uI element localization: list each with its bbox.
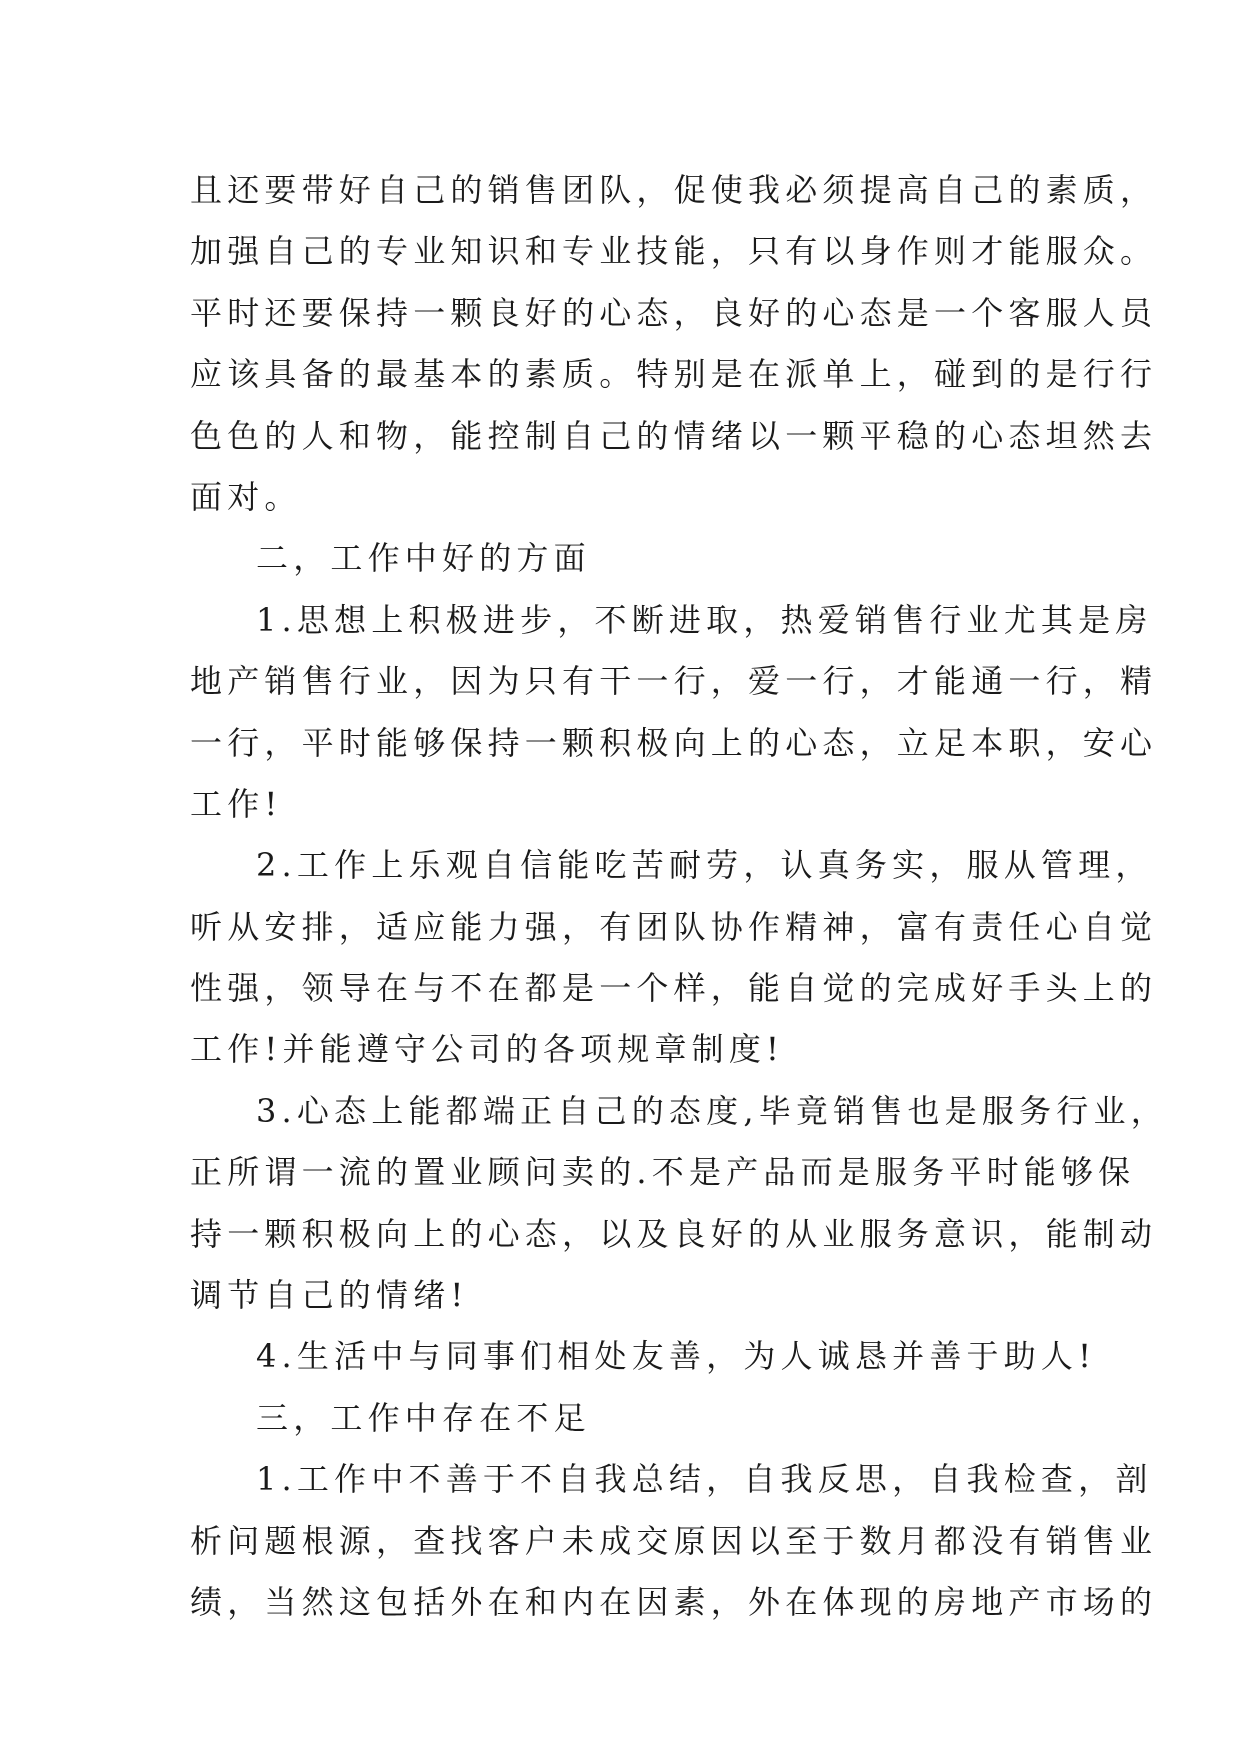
- text-line: 1.思想上积极进步，不断进取，热爱销售行业尤其是房: [256, 600, 1153, 639]
- text-line: 1.工作中不善于不自我总结，自我反思，自我检查，剖: [256, 1460, 1153, 1499]
- text-line: 平时还要保持一颗良好的心态，良好的心态是一个客服人员: [190, 293, 1158, 332]
- section-heading: 三，工作中存在不足: [256, 1398, 591, 1437]
- text-line: 应该具备的最基本的素质。特别是在派单上，碰到的是行行: [190, 355, 1158, 394]
- text-line: 析问题根源，查找客户未成交原因以至于数月都没有销售业: [190, 1521, 1158, 1560]
- text-line: 持一颗积极向上的心态，以及良好的从业服务意识，能制动: [190, 1214, 1158, 1253]
- text-line: 3.心态上能都端正自己的态度,毕竟销售也是服务行业，: [256, 1091, 1168, 1130]
- section-heading: 二，工作中好的方面: [256, 539, 591, 578]
- text-line: 2.工作上乐观自信能吃苦耐劳，认真务实，服从管理，: [256, 846, 1153, 885]
- text-line: 加强自己的专业知识和专业技能，只有以身作则才能服众。: [190, 232, 1158, 271]
- text-line: 工作!并能遵守公司的各项规章制度!: [190, 1030, 785, 1069]
- text-line: 地产销售行业，因为只有干一行，爱一行，才能通一行，精: [190, 662, 1158, 701]
- text-line: 性强，领导在与不在都是一个样，能自觉的完成好手头上的: [190, 969, 1158, 1008]
- text-line: 色色的人和物，能控制自己的情绪以一颗平稳的心态坦然去: [190, 416, 1158, 455]
- text-line: 且还要带好自己的销售团队，促使我必须提高自己的素质，: [190, 171, 1158, 209]
- document-body: [190, 160, 1168, 1633]
- text-line: 绩，当然这包括外在和内在因素，外在体现的房地产市场的: [190, 1582, 1158, 1621]
- text-line: 调节自己的情绪!: [190, 1276, 469, 1315]
- text-line: 正所谓一流的置业顾问卖的.不是产品而是服务平时能够保: [190, 1153, 1136, 1192]
- text-line: 一行，平时能够保持一颗积极向上的心态，立足本职，安心: [190, 723, 1158, 762]
- text-line: 4.生活中与同事们相处友善，为人诚恳并善于助人!: [256, 1337, 1097, 1376]
- text-line: 面对。: [190, 477, 302, 516]
- text-line: 听从安排，适应能力强，有团队协作精神，富有责任心自觉: [190, 907, 1158, 946]
- text-line: 工作!: [190, 784, 283, 823]
